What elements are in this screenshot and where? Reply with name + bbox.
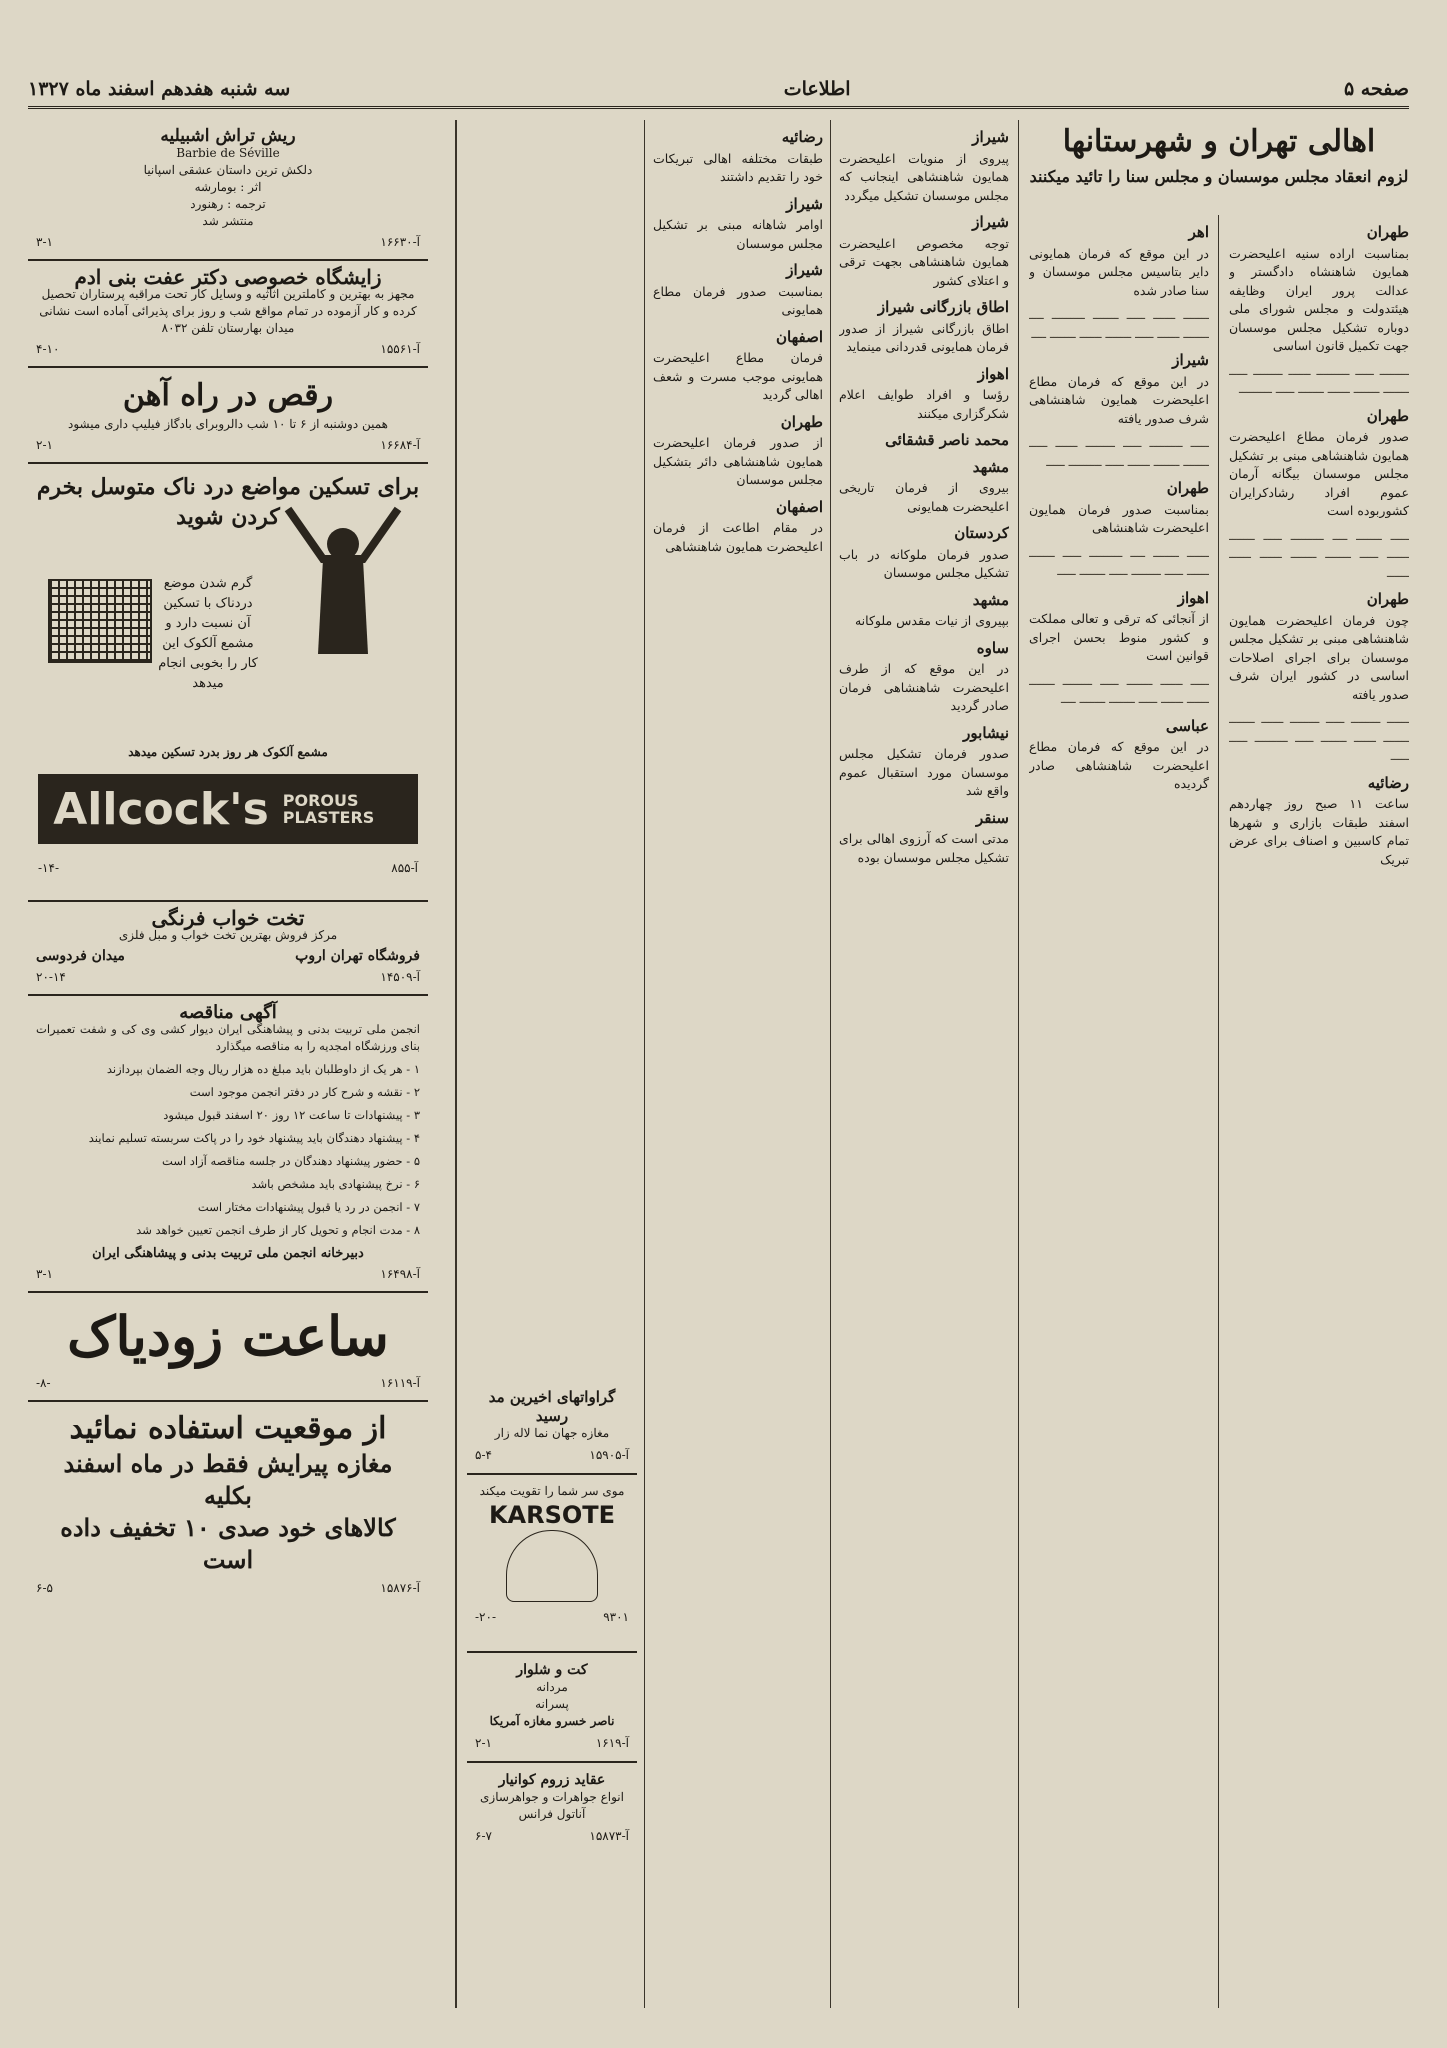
brand-name: Allcock's xyxy=(53,783,269,835)
ad-run: ۲-۱ xyxy=(475,1736,492,1750)
section-place: اهواز xyxy=(977,364,1009,383)
ad-run: -۱۴- xyxy=(38,861,59,875)
ad-code: ۹۳۰۱ xyxy=(603,1610,629,1624)
ad-run: ۶-۵ xyxy=(36,1581,53,1595)
section-place: شیراز xyxy=(1172,351,1209,369)
ad-text: مجهز به بهترین و کاملترین اثاثیه و وسایل کار تحت مراقبه پرستاران تحصیل کرده و کار آزموده در تمام مواقع شب و روز برای پذیرائی آماده است نشانی میدان بهارستان تلفن ۸۰۳۲ xyxy=(39,287,417,335)
ad-line: ترجمه : رهنورد xyxy=(190,197,266,211)
ad-run: ۲۰-۱۴ xyxy=(36,970,66,984)
body-text: ــــــــ ـــــ ـــــــــ ــــــ ــــــــ ـــــ ـــــــ ـــــــ ــــــ ـــــــ ـــــ ـــــــــ xyxy=(1229,362,1409,396)
ad-code: آ-۱۵۵۶۱ xyxy=(380,342,420,356)
woman-illustration xyxy=(268,504,418,674)
ad-ties xyxy=(467,1380,637,1475)
section-text: در این موقع که فرمان مطاع اعلیحضرت همایون شاهنشاهی شرف صدور یافته xyxy=(1029,373,1209,426)
ad-headline: برای تسکین مواضع درد ناک متوسل بخرم کردن شوید xyxy=(36,474,420,530)
section-place: اصفهان xyxy=(776,497,823,516)
ad-run: -۸- xyxy=(36,1376,51,1390)
section-text: از صدور فرمان اعلیحضرت همایون شاهنشاهی دائر بتشکیل مجلس موسسان xyxy=(653,435,823,487)
tender-item: ۴ - پیشنهاد دهندگان باید پیشنهاد خود را در پاکت سربسته تسلیم نمایند xyxy=(88,1131,420,1145)
ad-tender xyxy=(28,996,428,1293)
column-rule xyxy=(644,120,645,2008)
ad-line: دلکش ترین داستان عشقی اسپانیا xyxy=(143,163,313,177)
page-header xyxy=(28,72,1409,109)
section-text: صدور فرمان ملوکانه در باب تشکیل مجلس موسسان xyxy=(839,546,1009,580)
section-text: بمناسبت صدور فرمان مطاع همایونی xyxy=(653,283,823,317)
ad-sale xyxy=(28,1402,428,1605)
section-text: بمناسبت اراده سنیه اعلیحضرت همایون شاهنشاه دادگستر و عدالت پرور ایران وظایفه هیئتدولت و مجلس شورای ملی دوباره تشکیل مجلس موسسان جهت تکمیل قانون اساسی xyxy=(1229,245,1409,353)
tender-item: ۶ - نرخ پیشنهادی باید مشخص باشد xyxy=(251,1177,420,1191)
section-place: طهران xyxy=(1366,590,1409,608)
ad-text: مغازه جهان نما لاله زار xyxy=(494,1426,610,1440)
body-text: ــــــ ــــــــ ـــــ ــــــــ ــــــ ـــــــ ـــــــ ــــــ ـــــــ ـــــ ـــــــــ ـــــ ـــــ xyxy=(1229,711,1409,763)
section-place: رضائیه xyxy=(781,128,823,146)
ad-text: انواع جواهرات و جواهرسازی آناتول فرانس xyxy=(480,1790,624,1821)
section-place: محمد ناصر قشقائی xyxy=(885,431,1009,449)
brand-banner xyxy=(38,774,418,844)
ad-title: عقاید زروم کوانیار xyxy=(498,1771,606,1788)
ad-text: موی سر شما را تقویت میکند xyxy=(479,1483,625,1498)
brand-tagline: POROUS PLASTERS xyxy=(282,791,375,827)
news-column-4 xyxy=(653,120,823,2008)
ad-subtitle: Barbie de Séville xyxy=(176,146,280,160)
ad-line: منتشر شد xyxy=(202,214,254,228)
ad-allcock-plasters xyxy=(28,464,428,902)
tender-item: ۱ - هر یک از داوطلبان باید مبلغ ده هزار ریال وجه الضمان بپردازند xyxy=(106,1062,420,1076)
news-column-3 xyxy=(839,120,1009,2008)
ad-code: آ-۱۵۸۷۳ xyxy=(589,1829,629,1843)
section-place: طهران xyxy=(1366,223,1409,241)
tender-item: ۸ - مدت انجام و تحویل کار از طرف انجمن تعیین خواهد شد xyxy=(136,1223,420,1237)
ad-jewelry xyxy=(467,1763,637,1854)
section-place: شیراز xyxy=(972,128,1009,146)
ad-title: گراواتهای اخیرین مد رسید xyxy=(488,1388,616,1425)
section-text: رؤسا و افراد طوایف اعلام شکرگزاری میکنند xyxy=(839,387,1009,421)
lead-headline: اهالی تهران و شهرستانها xyxy=(1062,124,1376,159)
section-text: پیروی از منویات اعلیحضرت همایون شاهنشاهی اینجانب که مجلس موسسان تشکیل میگردد xyxy=(839,150,1009,203)
ad-body: گرم شدن موضع دردناک با تسکین آن نسبت دارد و مشمع آلکوک این کار را بخوبی انجام میدهد xyxy=(158,576,258,691)
ad-run: ۳-۱ xyxy=(36,235,53,249)
ad-line: اثر : بومارشه xyxy=(194,180,262,194)
plaster-illustration xyxy=(48,579,152,663)
section-place: شیراز xyxy=(972,213,1009,231)
tender-item: ۷ - انجمن در رد یا قبول پیشنهادات مختار است xyxy=(197,1200,420,1214)
bottle-illustration xyxy=(506,1530,598,1602)
ad-text: مرکز فروش بهترین تخت خواب و مبل فلزی xyxy=(118,928,338,942)
section-place: رضائیه xyxy=(1367,773,1409,792)
section-text: اطاق بازرگانی شیراز از صدور فرمان همایونی قدردانی مینماید xyxy=(839,320,1009,354)
ad-line: کالاهای خود صدی ۱۰ تخفیف داده است xyxy=(60,1513,396,1574)
lead-column-2 xyxy=(1029,215,1209,2008)
ad-run: ۲-۱ xyxy=(36,438,53,452)
ad-title: تخت خواب فرنگی xyxy=(151,906,305,930)
section-text: توجه مخصوص اعلیحضرت همایون شاهنشاهی بجهت ترقی و اعتلای کشور xyxy=(839,235,1009,288)
section-place: ساوه xyxy=(976,638,1009,657)
ad-karsote xyxy=(467,1475,637,1653)
section-place: مشهد xyxy=(972,457,1009,476)
ad-line: از موقعیت استفاده نمائید xyxy=(69,1411,387,1446)
lead-column-1 xyxy=(1229,215,1409,2008)
ad-shop: ناصر خسرو مغازه آمریکا xyxy=(489,1714,615,1728)
body-text: ـــــ ـــــــــ ـــــ ــــــــ ــــــ ـــــ ـــــــ ـــــــ ــــــ ـــــ ـــــــــ ـــــ xyxy=(1029,435,1209,469)
ad-run: ۳-۱ xyxy=(36,1267,53,1281)
ad-dance xyxy=(28,368,428,464)
body-text: ـــــ ــــــ ـــــــ ـــــ ــــــــ ـــــــ ــــــ ــــــ ـــــ ـــــــ ـــــــ ــــ xyxy=(1029,672,1209,706)
ad-clothes xyxy=(467,1653,637,1763)
ad-square: میدان فردوسی xyxy=(36,948,125,964)
tender-item: ۲ - نقشه و شرح کار در دفتر انجمن موجود است xyxy=(189,1085,420,1099)
ad-sub2: پسرانه xyxy=(535,1697,569,1711)
section-text: در این موقع که از طرف اعلیحضرت شاهنشاهی فرمان صادر گردید xyxy=(839,661,1009,713)
section-text: از آنجائی که ترقی و تعالی مملکت و کشور منوط بحسن اجرای قوانین است xyxy=(1029,611,1209,663)
section-place: عباسی xyxy=(1165,716,1209,735)
ad-code: آ-۱۵۸۷۶ xyxy=(380,1581,420,1595)
tender-item: ۵ - حضور پیشنهاد دهندگان در جلسه مناقصه آزاد است xyxy=(162,1154,420,1168)
lead-subheadline: لزوم انعقاد مجلس موسسان و مجلس سنا را تائید میکنند xyxy=(1029,167,1409,186)
ad-code: آ-۱۶۴۹۸ xyxy=(380,1267,420,1281)
section-place: اصفهان xyxy=(776,327,823,346)
tender-item: ۳ - پیشنهادات تا ساعت ۱۲ روز ۲۰ اسفند قبول میشود xyxy=(163,1108,420,1122)
body-text: ـــــــ ــــــ ـــــ ـــــــ ـــــــــ ــــ ـــــــ ــــــ ـــــ ـــــــ ــــــ ـــــــ ــــ xyxy=(1029,307,1209,341)
ad-sub: مردانه xyxy=(536,1680,568,1694)
section-place: طهران xyxy=(1366,406,1409,425)
section-place: سنقر xyxy=(976,808,1009,827)
ad-text: انجمن ملی تربیت بدنی و پیشاهنگی ایران دیوار کشی وی کی و شفت تعمیرات بنای ورزشگاه امجدیه را به مناقصه میگذارد xyxy=(36,1022,420,1053)
ad-code: آ-۱۴۵۰۹ xyxy=(380,970,420,984)
ad-title: ساعت زودیاک xyxy=(67,1304,389,1368)
ad-title: زایشگاه خصوصی دکتر عفت بنی ادم xyxy=(74,265,382,289)
section-place: شیراز xyxy=(786,194,823,213)
ad-code: آ-۱۶۶۳۰ xyxy=(380,235,420,249)
masthead-name: اطلاعات xyxy=(783,78,851,100)
column-rule xyxy=(830,120,831,2008)
ad-run: ۵-۴ xyxy=(475,1448,492,1462)
section-text: در این موقع که فرمان همایونی دایر بتاسیس مجلس موسسان و سنا صادر شده xyxy=(1029,245,1209,298)
section-place: اهر xyxy=(1188,223,1209,241)
body-text: ـــــ ـــــــ ــــ ـــــــــ ـــــ ـــــــ ــــــ ـــــ ـــــــ ـــــــ ــــــ ــــــ ــــــ xyxy=(1229,527,1409,580)
section-text: فرمان مطاع اعلیحضرت همایونی موجب مسرت و شعف اهالی گردید xyxy=(653,350,823,402)
ad-beds xyxy=(28,902,428,996)
ad-barber-of-seville xyxy=(28,120,428,261)
section-text: طبقات مختلفه اهالی تبریکات خود را تقدیم داشتند xyxy=(653,150,823,184)
section-text: چون فرمان اعلیحضرت همایون شاهنشاهی مبنی بر تشکیل مجلس موسسان برای اجرای اصلاحات اساسی در کشور ایران شرف صدور یافته xyxy=(1229,612,1409,702)
column-rule xyxy=(455,120,457,2008)
ad-code: آ-۱۶۶۸۴ xyxy=(380,438,420,452)
section-text: بپیروی از نیات مقدس ملوکانه xyxy=(854,613,1009,628)
column-rule xyxy=(1018,120,1019,2008)
ad-run: ۴-۱۰ xyxy=(36,342,60,356)
ad-code: آ-۸۵۵ xyxy=(391,861,418,875)
section-text: اوامر شاهانه مبنی بر تشکیل مجلس موسسان xyxy=(653,217,823,251)
ad-store: فروشگاه تهران اروپ xyxy=(295,948,420,964)
section-place: نیشابور xyxy=(963,723,1009,742)
ad-code: آ-۱۵۹۰۵ xyxy=(589,1448,629,1462)
section-text: در مقام اطاعت از فرمان اعلیحضرت همایون شاهنشاهی xyxy=(653,520,823,554)
section-place: اهواز xyxy=(1177,588,1209,607)
section-text: مدتی است که آرزوی اهالی برای تشکیل مجلس موسسان بوده xyxy=(839,831,1009,865)
section-place: طهران xyxy=(1166,479,1209,497)
ad-run: ۶-۷ xyxy=(475,1829,492,1843)
section-text: صدور فرمان مطاع اعلیحضرت همایون شاهنشاهی مبنی بر تشکیل مجلس موسسان بیگانه آرمان عموم افراد رشادکرایران کشوربوده است xyxy=(1229,429,1409,518)
ad-zodiac xyxy=(28,1293,428,1402)
ad-code: آ-۱۶۱۱۹ xyxy=(380,1376,420,1390)
ad-title: ریش تراش اشبیلیه xyxy=(160,126,296,146)
section-place: اطاق بازرگانی شیراز xyxy=(877,298,1009,316)
section-text: بمناسبت صدور فرمان همایون اعلیحضرت شاهنشاهی xyxy=(1029,501,1209,535)
section-place: طهران xyxy=(780,412,823,431)
ad-text: همین دوشنبه از ۶ تا ۱۰ شب دالروبرای بادگاز فیلیپ داری میشود xyxy=(68,417,388,431)
ad-maternity xyxy=(28,261,428,368)
ads-column xyxy=(28,120,428,2008)
ad-code: آ-۱۶۱۹ xyxy=(595,1736,629,1750)
ad-footer: مشمع آلکوک هر روز بدرد تسکین میدهد xyxy=(128,745,328,759)
body-text: ــــــ ـــــــ ــــ ـــــــــ ـــــ ـــــــ ــــــ ـــــ ــــــــ ـــــ ـــــــ ـــــ xyxy=(1029,544,1209,578)
section-place: مشهد xyxy=(972,590,1009,609)
ad-run: -۲۰- xyxy=(475,1610,496,1624)
ad-title: رقص در راه آهن xyxy=(122,378,334,413)
small-ads-column xyxy=(467,1380,637,2008)
ad-title: آگهی مناقصه xyxy=(179,1002,277,1023)
section-place: شیراز xyxy=(786,261,823,279)
issue-date: سه شنبه هفدهم اسفند ماه ۱۳۲۷ xyxy=(28,78,291,100)
page-number: صفحه ۵ xyxy=(1343,78,1409,100)
ad-brand: KARSOTE xyxy=(488,1500,616,1529)
section-text: ساعت ۱۱ صبح روز چهاردهم اسفند طبقات بازاری و شهرها تمام کاسبین و اصناف برای عرض تبریک xyxy=(1229,796,1409,867)
ad-line: مغازه پیرایش فقط در ماه اسفند بکلیه xyxy=(63,1449,393,1510)
section-text: بیروی از فرمان تاریخی اعلیحضرت همایونی xyxy=(839,480,1009,514)
column-rule xyxy=(1218,215,1219,2008)
ad-title: کت و شلوار xyxy=(516,1661,588,1678)
section-place: کردستان xyxy=(954,524,1009,542)
section-text: در این موقع که فرمان مطاع اعلیحضرت شاهنشاهی صادر گردیده xyxy=(1029,739,1209,791)
ad-signature: دبیرخانه انجمن ملی تربیت بدنی و پیشاهنگی ایران xyxy=(92,1246,364,1261)
section-text: صدور فرمان تشکیل مجلس موسسان مورد استقبال عموم واقع شد xyxy=(839,746,1009,798)
